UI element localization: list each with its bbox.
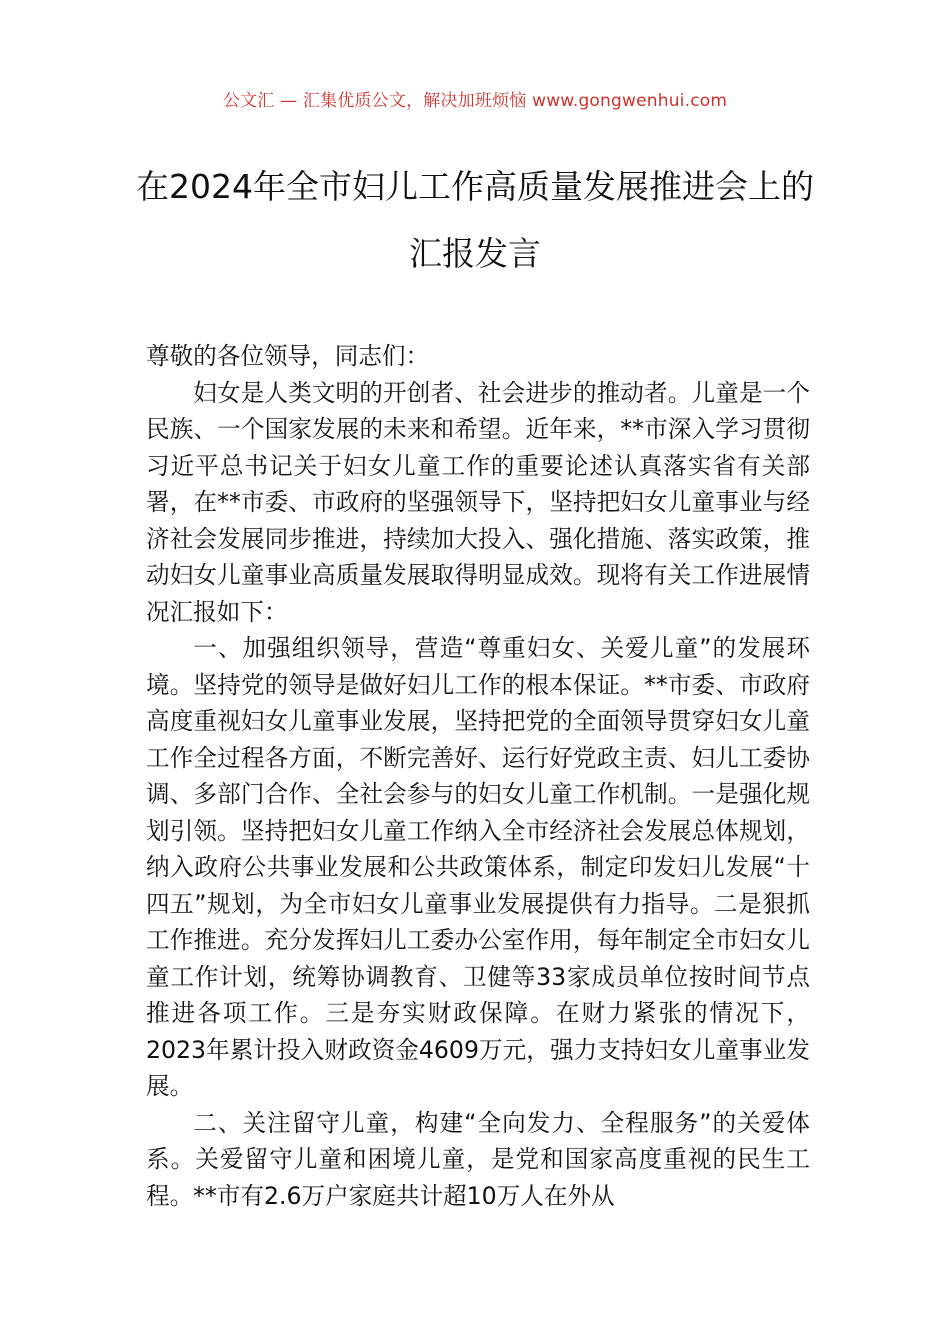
salutation: 尊敬的各位领导，同志们： [146, 342, 430, 370]
header-banner: 公文汇 — 汇集优质公文，解决加班烦恼 www.gongwenhui.com [222, 91, 728, 111]
document-title: 在2024年全市妇儿工作高质量发展推进会上的汇报发言 [136, 167, 814, 273]
document-body [146, 338, 810, 1214]
paragraph-section-1: 一、加强组织领导，营造“尊重妇女、关爱儿童”的发展环境。坚持党的领导是做好妇儿工作的根本保证。**市委、市政府高度重视妇女儿童事业发展，坚持把党的全面领导贯穿妇女儿童工作全过程各方面，不断完善好、运行好党政主责、妇儿工委协调、多部门合作、全社会参与的妇女儿童工作机制。一是强化规划引领。坚持把妇女儿童工作纳入全市经济社会发展总体规划，纳入政府公共事业发展和公共政策体系，制定印发妇儿发展“十四五”规划，为全市妇女儿童事业发展提供有力指导。二是狠抓工作推进。充分发挥妇儿工委办公室作用，每年制定全市妇女儿童工作计划，统筹协调教育、卫健等33家成员单位按时间节点推进各项工作。三是夯实财政保障。在财力紧张的情况下，2023年累计投入财政资金4609万元，强力支持妇女儿童事业发展。 [146, 634, 810, 1100]
paragraph-intro: 妇女是人类文明的开创者、社会进步的推动者。儿童是一个民族、一个国家发展的未来和希望。近年来，**市深入学习贯彻习近平总书记关于妇女儿童工作的重要论述认真落实省有关部署，在**市委、市政府的坚强领导下，坚持把妇女儿童事业与经济社会发展同步推进，持续加大投入、强化措施、落实政策，推动妇女儿童事业高质量发展取得明显成效。现将有关工作进展情况汇报如下： [146, 378, 810, 626]
paragraph-section-2: 二、关注留守儿童，构建“全向发力、全程服务”的关爱体系。关爱留守儿童和困境儿童，是党和国家高度重视的民生工程。**市有2.6万户家庭共计超10万人在外从 [146, 1108, 810, 1210]
